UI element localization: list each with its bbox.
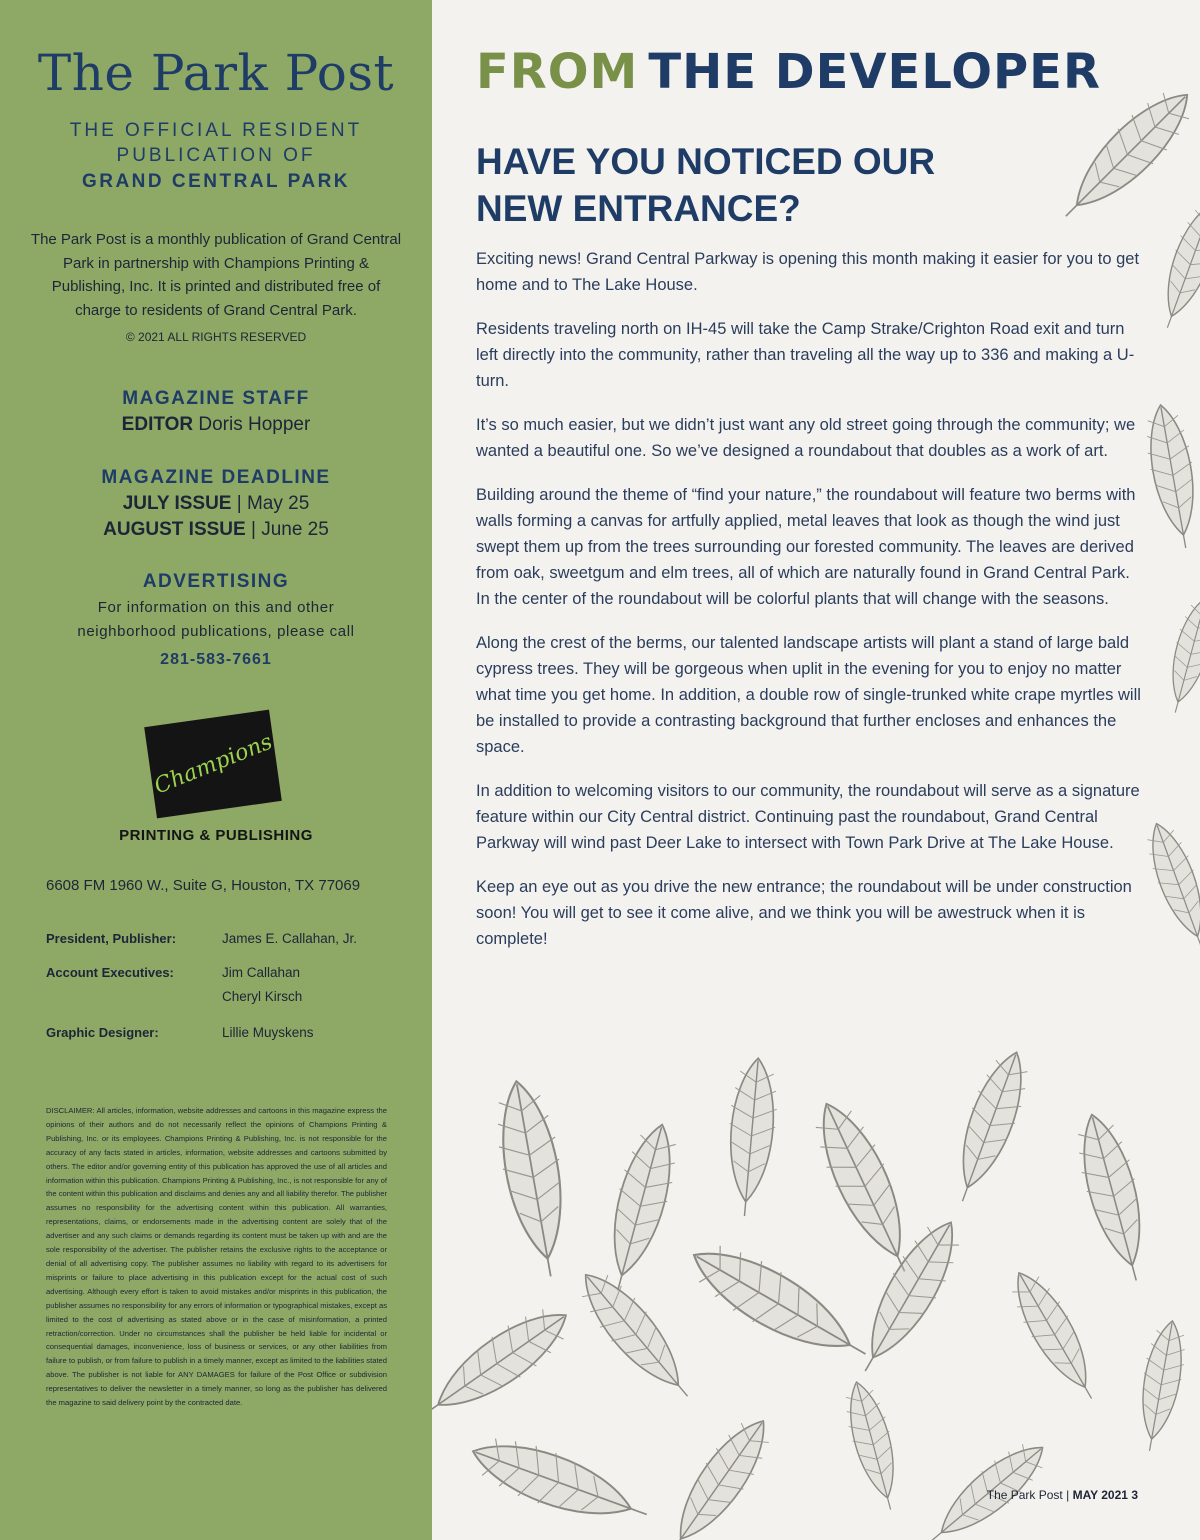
account-label: Account Executives: (46, 965, 174, 980)
president-label: President, Publisher: (46, 931, 177, 946)
disclaimer: DISCLAIMER: All articles, information, website addresses and cartoons in this magazine express the opinions of their authors and do not necessarily reflect the opinions of Champions Printing & Publishing, Inc. or its employees. Champions Printing & Publishing, Inc. is not responsible for the accuracy of any facts stated in articles, information, website addresses and cartoons submitted by others. The editor and/or governing entity of this publication has approved the use of all articles and information within this publication. Champions Printing & Publishing, Inc., is not responsible for any of the content within this publication and disclaims and denies any and all liability therefor. The publisher assumes no responsibility for the advertising content within this publication. All warranties, representations, claims, or endorsements made in the advertising content are solely that of the advertiser and any such claims or demands regarding its content must be taken up with and are the sole responsibility of the advertiser. The publisher retains the exclusive rights to the acceptance or denial of all advertising copy. The publisher assumes no liability with regard to its advertisers for misprints or failure to place advertising in this publication except for the actual cost of such advertising. Although every effort is taken to avoid mistakes and/or misprints in this publication, the publisher assumes no responsibility for any errors of information or typographical mistakes, except as limited to the cost of advertising as stated above or in the case of misinformation, a printed retraction/correction. Under no circumstances shall the publisher be held liable for incidental or consequential damages, inconvenience, loss of business or services, or any other liabilities from failure to publish, or from failure to publish in a timely manner, except as limited to the liabilities stated above. The publisher is not liable for ANY DAMAGES for failure of the Post Office or subdivision representatives to deliver the newsletter in a timely manner, so long as the publisher has delivered the magazine to said delivery point by the contracted date. (46, 1106, 387, 1408)
july-deadline: JULY ISSUE | May 25 (122, 493, 310, 514)
headline-line-2: NEW ENTRANCE? (476, 188, 801, 229)
main-content (432, 0, 1200, 1540)
deadline-heading: MAGAZINE DEADLINE (101, 467, 331, 488)
july-label: JULY ISSUE (122, 493, 232, 514)
intro-text: The Park Post is a monthly publication of Grand Central Park in partnership with Champions Printing & Publishing, Inc. It is printed and distributed free of charge to residents of Grand Central Park. (30, 231, 402, 319)
article-paragraph: Residents traveling north on IH-45 will take the Camp Strake/Crighton Road exit and turn left directly into the community, rather than traveling all the way up to 336 and making a U-turn. (476, 320, 1135, 390)
article-headline (476, 138, 1126, 232)
footer-separator: | (1066, 1488, 1070, 1502)
article-paragraph: Building around the theme of “find your nature,” the roundabout will feature two berms with walls forming a canvas for artfully applied, metal leaves that look as though the wind just swept them up from the trees surrounding our forested community. The leaves are derived from oak, sweetgum and elm trees, all of which are naturally found in Grand Central Park. In the center of the roundabout will be colorful plants that will change with the seasons. (476, 486, 1136, 608)
copyright: © 2021 ALL RIGHTS RESERVED (125, 330, 307, 344)
august-date: June 25 (261, 519, 329, 540)
editor-line (0, 414, 432, 436)
designer-value: Lillie Muyskens (222, 1025, 314, 1040)
footer-publication: The Park Post (986, 1488, 1063, 1502)
account-value-1: Jim Callahan (222, 965, 301, 980)
president-value: James E. Callahan, Jr. (222, 931, 358, 946)
article-body (476, 246, 1146, 970)
tagline-line-1: THE OFFICIAL RESIDENT (69, 120, 363, 141)
article-paragraph: In addition to welcoming visitors to our community, the roundabout will serve as a signature feature within our City Central district. Continuing past the roundabout, Grand Central Parkway will wind past Deer Lake to intersect with Town Park Drive at The Lake House. (476, 782, 1140, 852)
editor-name: Doris Hopper (198, 414, 311, 435)
advertising-line-2: neighborhood publications, please call (77, 623, 355, 640)
page-footer (987, 1488, 1138, 1502)
july-date: May 25 (246, 493, 310, 514)
staff-heading: MAGAZINE STAFF (122, 388, 310, 409)
header-from: FROM (476, 44, 639, 100)
article-paragraph: Along the crest of the berms, our talented landscape artists will plant a stand of large bald cypress trees. They will be gorgeous when uplit in the evening for you to enjoy no matter what time you get home. In addition, a double row of single-trunked white crape myrtles will be installed to provide a contrasting background that further encloses and enhances the space. (476, 634, 1141, 756)
article-paragraph: Keep an eye out as you drive the new entrance; the roundabout will be under construction soon! You will get to see it come alive, and we think you will be awestruck when it is complete! (476, 878, 1132, 948)
leaf-cluster-bottom (432, 1045, 1191, 1540)
account-value-2: Cheryl Kirsch (222, 989, 303, 1004)
page-number: 3 (1131, 1488, 1138, 1502)
designer-label: Graphic Designer: (46, 1025, 159, 1040)
champions-logo (144, 710, 282, 819)
logo-subtitle: PRINTING & PUBLISHING (119, 827, 313, 844)
tagline-line-2: PUBLICATION OF (116, 145, 316, 166)
article-paragraph: Exciting news! Grand Central Parkway is opening this month making it easier for you to get home and to The Lake House. (476, 250, 1140, 294)
advertising-heading: ADVERTISING (142, 571, 290, 592)
tagline-line-3: GRAND CENTRAL PARK (81, 171, 351, 192)
logo-script: Champions (150, 729, 276, 799)
august-deadline: AUGUST ISSUE | June 25 (103, 519, 329, 540)
article-paragraph: It’s so much easier, but we didn’t just want any old street going through the community; we wanted a beautiful one. So we’ve designed a roundabout that doubles as a work of art. (476, 416, 1136, 460)
masthead-title: The Park Post (37, 44, 395, 102)
advertising-phone[interactable]: 281-583-7661 (160, 651, 272, 668)
footer-issue: MAY 2021 (1072, 1488, 1128, 1502)
section-header (476, 44, 1101, 100)
editor-label: EDITOR (121, 414, 194, 435)
sidebar (0, 0, 432, 1540)
address: 6608 FM 1960 W., Suite G, Houston, TX 77069 (46, 877, 361, 894)
headline-line-1: HAVE YOU NOTICED OUR (476, 141, 936, 182)
header-developer: THE DEVELOPER (648, 44, 1101, 100)
august-label: AUGUST ISSUE (103, 519, 246, 540)
advertising-line-1: For information on this and other (97, 599, 335, 616)
